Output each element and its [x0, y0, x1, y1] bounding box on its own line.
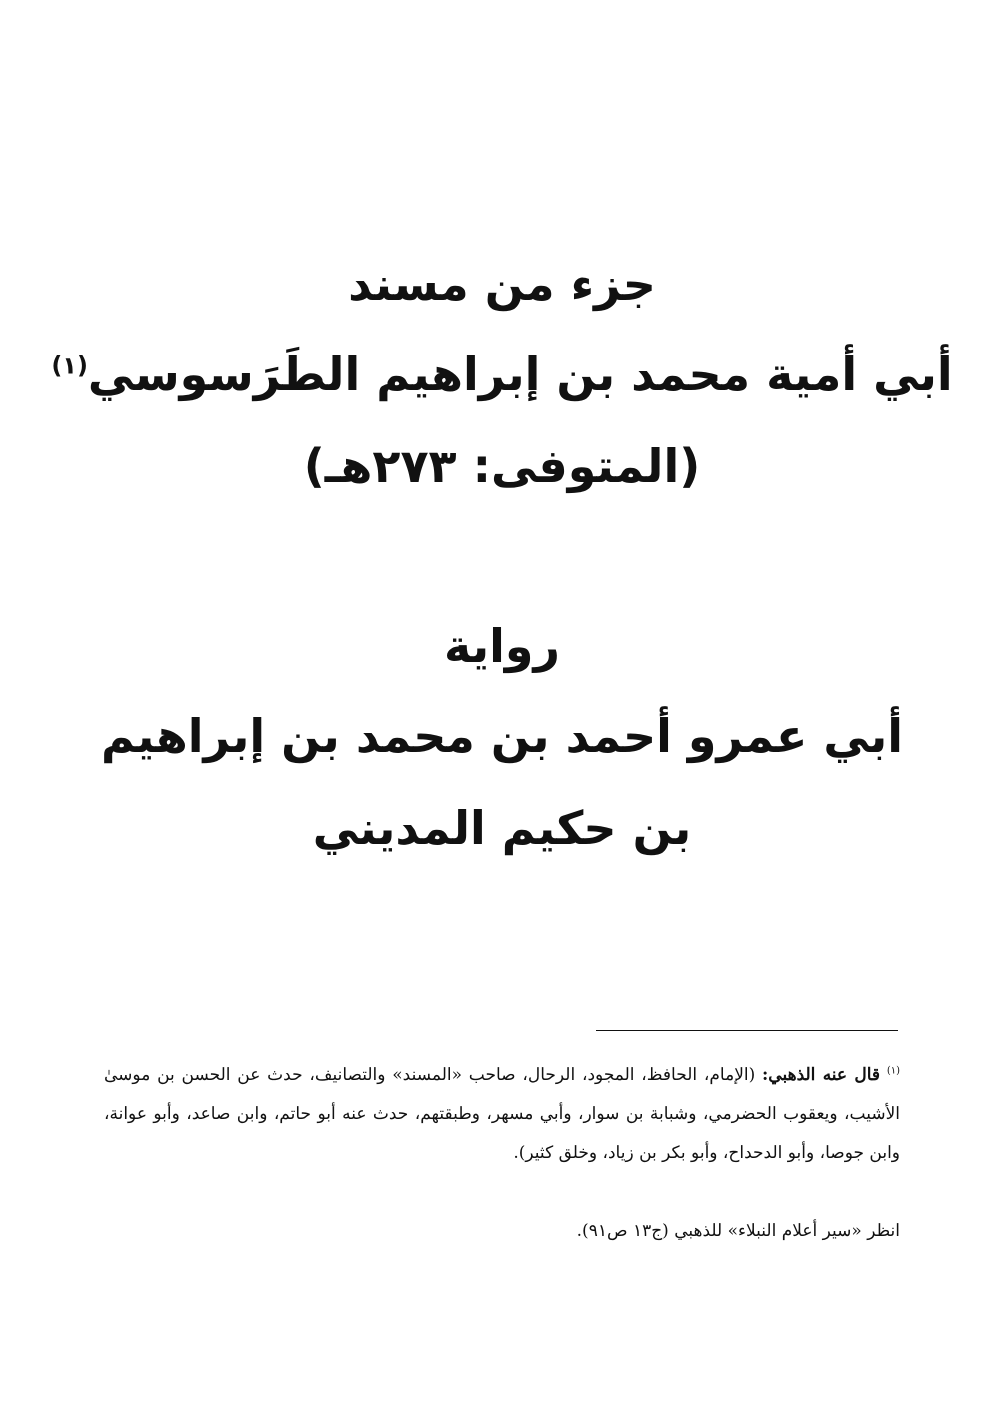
footnote-lead: قال عنه الذهبي: [762, 1065, 881, 1085]
death-date: (المتوفى: ٢٧٣هـ) [303, 439, 701, 493]
narration-label-text: رواية [443, 619, 560, 673]
title-line-1 [0, 254, 1004, 314]
narrator-text-1: أبي عمرو أحمد بن محمد بن إبراهيم [100, 709, 903, 763]
footnote-reference-text: انظر «سير أعلام النبلاء» للذهبي (ج١٣ ص٩١). [576, 1221, 900, 1241]
footnote-reference [104, 1212, 900, 1251]
title-line-2 [0, 344, 1004, 404]
footnote-marker: (١) [886, 1065, 901, 1077]
footnote-paragraph [104, 1056, 900, 1173]
narrator-line-1 [0, 706, 1004, 766]
title-text-1: جزء من مسند [348, 257, 656, 311]
footnote-marker-ref[interactable]: (١) [51, 351, 88, 380]
footnote-divider [596, 1030, 898, 1031]
narration-label [0, 616, 1004, 676]
title-line-3 [0, 436, 1004, 496]
footnote-body: (الإمام، الحافظ، المجود، الرحال، صاحب «المسند» والتصانيف، حدث عن الحسن بن موسىٰ الأشيب، ويعقوب الحضرمي، وشبابة بن سوار، وأبي مسهر، وطبقتهم، حدث عنه أبو حاتم، وابن صاعد، وأبو عوانة، وابن جوصا، وأبو الدحداح، وأبو بكر بن زياد، وخلق كثير). [104, 1065, 900, 1163]
narrator-line-2 [0, 798, 1004, 858]
title-text-2: أبي أمية محمد بن إبراهيم الطَرَسوسي [87, 347, 953, 401]
narrator-text-2: بن حكيم المديني [312, 801, 692, 855]
